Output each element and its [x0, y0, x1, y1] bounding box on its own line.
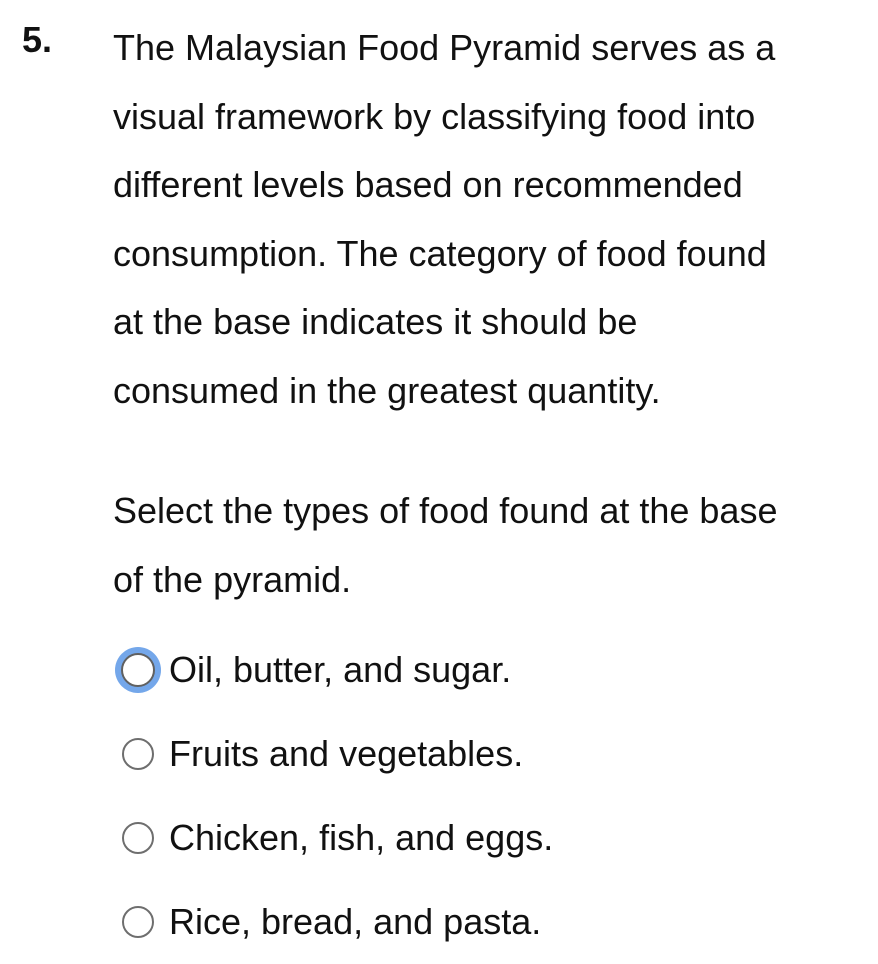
question-stem-line: consumption. The category of food found [113, 232, 767, 274]
question-stem-line: different levels based on recommended [113, 164, 743, 205]
answer-option-oil-butter-sugar[interactable] [113, 628, 858, 712]
question-stem [113, 14, 858, 425]
answer-options [113, 628, 858, 964]
question-prompt-line: Select the types of food found at the base [113, 490, 778, 531]
radio-circle-icon [121, 653, 155, 687]
radio-button[interactable] [113, 813, 163, 863]
answer-option-label: Oil, butter, and sugar. [169, 649, 512, 690]
question-stem-line: visual framework by classifying food into [113, 95, 756, 137]
radio-button[interactable] [113, 897, 163, 947]
answer-option-label: Fruits and vegetables. [169, 733, 524, 774]
answer-option-label: Rice, bread, and pasta. [169, 901, 542, 942]
radio-circle-icon [122, 738, 154, 770]
question-stem-line: consumed in the greatest quantity. [113, 369, 661, 411]
radio-circle-icon [122, 822, 154, 854]
answer-option-fruits-vegetables[interactable] [113, 712, 858, 796]
question-prompt [113, 477, 858, 614]
answer-option-rice-bread-pasta[interactable] [113, 880, 858, 964]
radio-circle-icon [122, 906, 154, 938]
radio-button[interactable] [113, 645, 163, 695]
question-number: 5. [22, 19, 53, 60]
question-stem-line: The Malaysian Food Pyramid serves as a [113, 27, 776, 68]
question-text [113, 14, 858, 614]
answer-option-label: Chicken, fish, and eggs. [169, 817, 554, 858]
radio-button[interactable] [113, 729, 163, 779]
question-stem-line: at the base indicates it should be [113, 301, 638, 342]
answer-option-chicken-fish-eggs[interactable] [113, 796, 858, 880]
question-prompt-line: of the pyramid. [113, 558, 352, 600]
